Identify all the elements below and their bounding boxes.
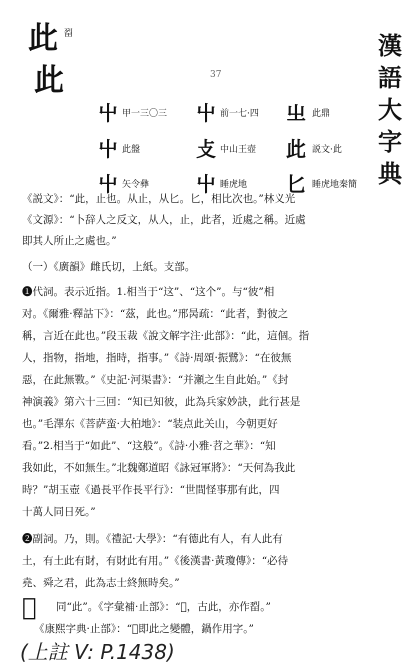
ancient-form-glyph: 此 xyxy=(286,137,306,161)
ancient-form-label: 説文·此 xyxy=(312,145,342,155)
variant-headword: 𣥠 xyxy=(22,592,37,621)
page-number: 37 xyxy=(210,70,222,80)
text-line: 也。”毛澤东《菩萨蛮·大柏地》：“装点此关山，今朝更好 xyxy=(22,418,278,430)
text-line: 《康熙字典·止部》：“𣥠即此之變體，鍋作用字。” xyxy=(34,623,254,635)
book-title-char: 典 xyxy=(378,159,402,188)
text-line: 《説文》：“此，止也。从止，从匕。匕，相比次也。”林义光 xyxy=(22,193,296,205)
text-line: 惡，在此無斁。”《史記·河渠書》：“并瀬之生自此始。”《封 xyxy=(22,374,289,386)
ancient-form-label: 甲一三〇三 xyxy=(122,109,168,119)
book-title-char: 漢 xyxy=(378,31,402,60)
ancient-form-glyph: 㞢 xyxy=(286,101,306,125)
ancient-form-glyph: 屮 xyxy=(98,137,118,161)
ancient-form-label: 矢令彝 xyxy=(122,180,150,190)
book-title-char: 字 xyxy=(378,127,402,156)
seal-form: 此 xyxy=(34,63,65,98)
book-title-char: 大 xyxy=(378,95,402,124)
ancient-form-label: 睡虎地秦簡 xyxy=(312,180,358,190)
headword-variant: 㽝 xyxy=(64,29,74,39)
ancient-form-glyph: 屮 xyxy=(196,172,216,196)
text-line: 時？”胡玉壺《過長平作長平行》：“世間怪事那有此，四 xyxy=(22,484,280,496)
ancient-form-glyph: 匕 xyxy=(286,172,306,196)
text-line: ❷副詞。乃，則。《禮記·大學》：“有德此有人，有人此有 xyxy=(22,533,283,545)
ancient-form-label: 此鼎 xyxy=(312,109,331,119)
text-line: 《文源》：“卜辞人之反文，从人，止，此者，近處之稱。近處 xyxy=(22,214,306,226)
text-line: 我如此，不如無生。”北魏鄭道昭《詠冠軍將》：“天何為我此 xyxy=(22,462,296,474)
ancient-form-label: 中山王壺 xyxy=(220,145,257,155)
text-line: 即其人所止之處也。” xyxy=(22,235,117,247)
book-title xyxy=(376,30,404,190)
headword: 此 xyxy=(28,21,59,56)
ancient-form-glyph: 攴 xyxy=(196,137,216,161)
text-line: 堯、舜之君，此為志士終無時矣。” xyxy=(22,577,180,589)
text-line: 人，指物，指地，指時，指事。”《詩·周頌·振鷺》：“在彼無 xyxy=(22,352,292,364)
handwritten-note: (上註 V: P.1438) xyxy=(20,640,175,664)
book-title-char: 語 xyxy=(378,63,402,92)
text-line: ❶代詞。表示近指。1.相当于“这”、“这个”。与“彼”相 xyxy=(22,286,275,298)
text-line: 看。”2.相当于“如此”、“这般”。《詩·小雅·苕之華》：“知 xyxy=(22,440,276,452)
ancient-form-glyph: 屮 xyxy=(98,101,118,125)
ancient-form-glyph: 屮 xyxy=(196,101,216,125)
ancient-form-label: 睡虎地 xyxy=(220,180,248,190)
text-line: 十萬人同日死。” xyxy=(22,506,96,518)
text-line: 神演義》第六十三回：“知已知彼，此為兵家妙訣，此行甚是 xyxy=(22,396,301,408)
ancient-form-glyph: 屮 xyxy=(98,172,118,196)
pronunciation-line: （一）《廣韻》雌氏切，上紙。支部。 xyxy=(22,261,196,273)
ancient-form-label: 前一七·四 xyxy=(220,109,259,119)
text-line: 同“此”。《字彙補·止部》：“𣥠，古此，亦作㽝。” xyxy=(56,601,271,613)
text-line: 对。《爾雅·釋詁下》：“茲，此也。”邢昺疏：“此者，對彼之 xyxy=(22,308,289,320)
ancient-form-label: 此盤 xyxy=(122,145,141,155)
text-line: 土，有土此有財，有財此有用。”《後漢書·黃瓊傳》：“必待 xyxy=(22,555,289,567)
text-line: 稱，言近在此也。”段玉裁《說文解字注·此部》：“此，這個。指 xyxy=(22,330,310,342)
